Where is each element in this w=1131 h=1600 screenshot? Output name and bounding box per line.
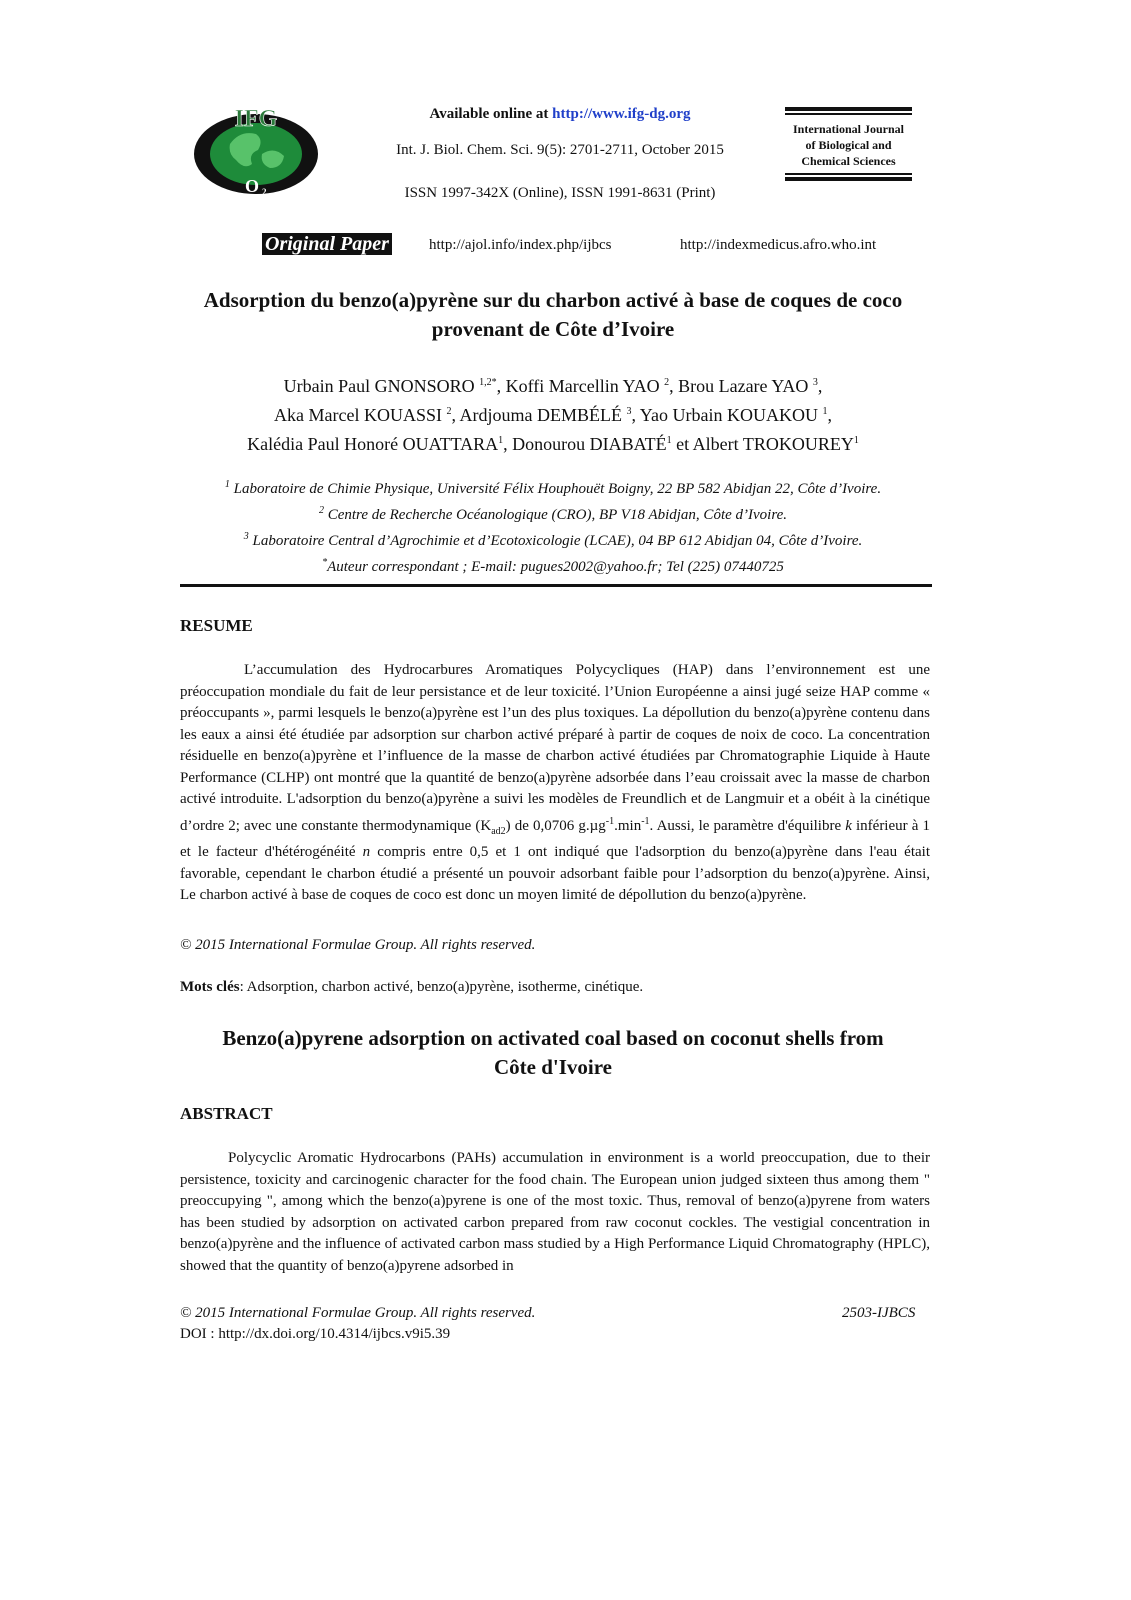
resume-text: L’accumulation des Hydrocarbures Aromatiques Polycycliques (HAP) dans l’environnement est une préoccupation mondiale du fait de leur persistance et de leur toxicité. l’Union Européenne a ainsi jugé seize HAP comme « préoccupants », parmi lesquels le benzo(a)pyrène est l’un des plus toxiques. La dépollution du benzo(a)pyrène contenu dans les eaux a ainsi été étudiée par adsorption sur charbon activé préparé à partir de coques de noix de coco. La concentration résiduelle en benzo(a)pyrène et l’influence de la masse de charbon activé étudiées par Chromatographie Liquide à Haute Performance (CLHP) ont montré que la quantité de benzo(a)pyrène adsorbée dans l’eau croissait avec la masse de charbon activé introduite. L'adsorption du benzo(a)pyrène a suivi les modèles de Freundlich et de Langmuir et a obéit à la cinétique d’ordre 2; avec une constante thermodynamique $(K_{ad2})$ de 0,0706 $g.\mu g^{-1}.\min^{-1}$. Aussi, le paramètre d'équilibre k inférieur à 1 et le facteur d'hétérogénéité n compris entre 0,5 et 1 ont indiqué que l'adsorption du benzo(a)pyrène dans l'eau était favorable, cependant le charbon étudié a présenté un pouvoir adsorbant faible pour l’adsorption du benzo(a)pyrène. Ainsi, Le charbon activé à base de coques de coco est donc un moyen limité de dépollution du benzo(a)pyrène.	[180, 662, 930, 903]
available-online: Available online at http://www.ifg-dg.org	[429, 106, 691, 122]
footer-code: 2503-IJBCS	[842, 1305, 916, 1321]
keywords: Mots clés: Adsorption, charbon activé, benzo(a)pyrène, isotherme, cinétique.	[180, 979, 644, 995]
abstract-heading: ABSTRACT	[180, 1104, 273, 1123]
who-link[interactable]: http://indexmedicus.afro.who.int	[680, 237, 877, 253]
issn: ISSN 1997-342X (Online), ISSN 1991-8631 (Print)	[404, 185, 716, 201]
title-french: Adsorption du benzo(a)pyrène sur du charbon activé à base de coques de coco provenant de Côte d’Ivoire	[203, 288, 903, 341]
footer-doi[interactable]: DOI : http://dx.doi.org/10.4314/ijbcs.v9i5.39	[180, 1326, 451, 1342]
journal-name-line-3: Chemical Sciences	[801, 154, 896, 168]
journal-name-box	[785, 107, 912, 181]
abstract-text: Polycyclic Aromatic Hydrocarbons (PAHs) accumulation in environment is a world preoccupation, due to their persistence, toxicity and carcinogenic character for the food chain. The European union judged sixteen thus among them " preoccupying ", among which the benzo(a)pyrene is one of the most toxic. Thus, removal of benzo(a)pyrene from waters has been studied by adsorption on activated carbon prepared from raw coconut cockles. The vestigial concentration in benzo(a)pyrène and the influence of activated carbon mass studied by a High Performance Liquid Chromatography (HPLC), showed that the quantity of benzo(a)pyrene adsorbed in	[180, 1150, 930, 1274]
title-english: Benzo(a)pyrene adsorption on activated coal based on coconut shells from Côte d'Ivoire	[222, 1026, 884, 1079]
resume-copyright: © 2015 International Formulae Group. All rights reserved.	[180, 937, 536, 953]
affiliation-1: $^1$ Laboratoire de Chimie Physique, Université Félix Houphouët Boigny, 22 BP 582 Abidjan 22, Côte d’Ivoire.	[224, 479, 882, 497]
affiliation-2: $^2$ Centre de Recherche Océanologique (CRO), BP V18 Abidjan, Côte d’Ivoire.	[318, 505, 788, 523]
authors: Urbain Paul GNONSORO $^{1,2*}$, Koffi Marcellin YAO $^2$, Brou Lazare YAO $^3$, Aka Marcel KOUASSI $^2$, Ardjouma DEMBÉLÉ $^3$, Yao Urbain KOUAKOU $^1$, Kalédia Paul Honoré OUATTARA$^1$, Donourou DIABATÉ$^1$ et Albert TROKOUREY$^1$	[247, 376, 859, 454]
paper-type-badge: Original Paper	[262, 231, 392, 257]
journal-logo	[192, 104, 320, 198]
ifg-link[interactable]: http://www.ifg-dg.org	[552, 106, 691, 122]
citation: Int. J. Biol. Chem. Sci. 9(5): 2701-2711, October 2015	[396, 142, 724, 158]
logo-o2-text: O	[244, 176, 260, 196]
ajol-link[interactable]: http://ajol.info/index.php/ijbcs	[429, 237, 612, 253]
affiliations	[150, 474, 956, 578]
affiliation-3: $^3$ Laboratoire Central d’Agrochimie et d’Ecotoxicologie (LCAE), 04 BP 612 Abidjan 04, Côte d’Ivoire.	[243, 531, 863, 549]
logo-ifg-text: IFG	[234, 106, 278, 132]
resume-heading: RESUME	[180, 616, 253, 635]
section-divider	[180, 584, 932, 587]
svg-text:2: 2	[262, 187, 267, 197]
journal-name-line-1: International Journal	[792, 122, 904, 136]
journal-name-line-2: of Biological and	[805, 138, 892, 152]
corresponding-author: *Auteur correspondant ; E-mail: pugues2002@yahoo.fr; Tel (225) 07440725	[322, 557, 784, 575]
footer-copyright: © 2015 International Formulae Group. All rights reserved.	[180, 1305, 536, 1321]
